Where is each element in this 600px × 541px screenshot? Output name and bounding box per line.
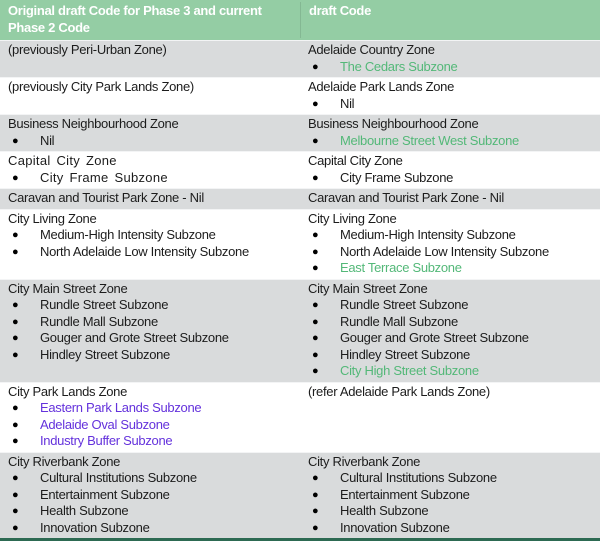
subzone-item bbox=[308, 363, 592, 380]
subzone-item bbox=[8, 503, 292, 520]
subzone-item bbox=[308, 314, 592, 331]
cell-left bbox=[0, 210, 300, 279]
subzone-item bbox=[308, 96, 592, 113]
subzone-list bbox=[308, 470, 592, 536]
subzone-item bbox=[8, 244, 292, 261]
header-col-original-draft-code: Original draft Code for Phase 3 and current Phase 2 Code bbox=[8, 3, 262, 35]
subzone-label: East Terrace Subzone bbox=[340, 260, 462, 275]
bullet-icon: ● bbox=[312, 365, 319, 377]
zone-title: Adelaide Country Zone bbox=[308, 42, 435, 57]
cell-right bbox=[300, 78, 600, 114]
zone-title: Adelaide Park Lands Zone bbox=[308, 79, 455, 94]
subzone-label: Health Subzone bbox=[340, 503, 429, 518]
subzone-item bbox=[308, 244, 592, 261]
table-row bbox=[0, 279, 600, 382]
cell-right bbox=[300, 152, 600, 188]
subzone-item bbox=[8, 487, 292, 504]
zone-title: Capital City Zone bbox=[308, 153, 403, 168]
zone-title: City Riverbank Zone bbox=[308, 453, 421, 469]
bullet-icon: ● bbox=[312, 521, 319, 534]
cell-left bbox=[0, 152, 300, 188]
cell-right bbox=[300, 453, 600, 539]
subzone-item bbox=[308, 133, 592, 150]
bullet-icon: ● bbox=[12, 315, 19, 328]
subzone-item bbox=[8, 417, 292, 434]
subzone-item bbox=[308, 470, 592, 487]
cell-right bbox=[300, 280, 600, 382]
cell-left bbox=[0, 383, 300, 452]
subzone-list bbox=[8, 470, 292, 536]
bullet-icon: ● bbox=[12, 348, 19, 361]
table-body bbox=[0, 40, 600, 538]
zone-title: Business Neighbourhood Zone bbox=[308, 116, 479, 131]
bullet-icon: ● bbox=[312, 315, 319, 328]
zone-title: Caravan and Tourist Park Zone - Nil bbox=[308, 190, 504, 205]
subzone-label: North Adelaide Low Intensity Subzone bbox=[40, 243, 249, 259]
subzone-item bbox=[308, 487, 592, 504]
subzone-item bbox=[308, 520, 592, 537]
subzone-item bbox=[8, 227, 292, 244]
zone-title: City Main Street Zone bbox=[308, 280, 428, 296]
subzone-label: Industry Buffer Subzone bbox=[40, 433, 173, 448]
bullet-icon: ● bbox=[312, 245, 319, 258]
bullet-icon: ● bbox=[312, 472, 319, 484]
subzone-item bbox=[8, 133, 292, 150]
subzone-item bbox=[8, 433, 292, 450]
subzone-label: Rundle Mall Subzone bbox=[340, 313, 458, 329]
subzone-list bbox=[308, 59, 592, 76]
cell-right bbox=[300, 189, 600, 209]
subzone-item bbox=[308, 170, 592, 187]
zone-title: (previously Peri-Urban Zone) bbox=[8, 42, 167, 57]
subzone-label: Cultural Institutions Subzone bbox=[340, 470, 497, 485]
bullet-icon: ● bbox=[312, 348, 319, 361]
zone-title: City Living Zone bbox=[8, 210, 97, 226]
bullet-icon: ● bbox=[312, 97, 319, 110]
zone-title: (previously City Park Lands Zone) bbox=[8, 79, 194, 94]
subzone-list bbox=[308, 170, 592, 187]
table-row bbox=[0, 40, 600, 77]
subzone-list bbox=[308, 227, 592, 277]
subzone-label: City High Street Subzone bbox=[340, 363, 479, 378]
bullet-icon: ● bbox=[312, 171, 319, 184]
subzone-item bbox=[308, 347, 592, 364]
subzone-label: Health Subzone bbox=[40, 503, 129, 518]
subzone-item bbox=[308, 59, 592, 76]
subzone-item bbox=[8, 297, 292, 314]
subzone-label: Eastern Park Lands Subzone bbox=[40, 400, 202, 415]
bullet-icon: ● bbox=[312, 262, 319, 274]
subzone-list bbox=[308, 96, 592, 113]
bullet-icon: ● bbox=[12, 521, 19, 534]
table-row bbox=[0, 188, 600, 209]
subzone-item bbox=[308, 297, 592, 314]
subzone-list bbox=[308, 297, 592, 380]
subzone-label: North Adelaide Low Intensity Subzone bbox=[340, 243, 549, 259]
zone-title: City Main Street Zone bbox=[8, 280, 128, 296]
zone-title: (refer Adelaide Park Lands Zone) bbox=[308, 383, 490, 399]
subzone-label: City Frame Subzone bbox=[40, 169, 168, 185]
cell-left bbox=[0, 78, 300, 114]
subzone-item bbox=[8, 520, 292, 537]
cell-right bbox=[300, 115, 600, 151]
subzone-list bbox=[8, 400, 292, 450]
subzone-item bbox=[8, 347, 292, 364]
cell-right bbox=[300, 41, 600, 77]
table-row bbox=[0, 114, 600, 151]
subzone-label: Adelaide Oval Subzone bbox=[40, 416, 170, 432]
subzone-label: Hindley Street Subzone bbox=[40, 346, 170, 362]
subzone-label: Cultural Institutions Subzone bbox=[40, 470, 197, 485]
bullet-icon: ● bbox=[12, 488, 19, 501]
table-row bbox=[0, 151, 600, 188]
zone-title: City Park Lands Zone bbox=[8, 383, 128, 399]
table-row bbox=[0, 77, 600, 114]
subzone-label: Nil bbox=[40, 132, 55, 148]
bullet-icon: ● bbox=[312, 299, 319, 311]
bullet-icon: ● bbox=[312, 505, 319, 517]
zone-title: Business Neighbourhood Zone bbox=[8, 116, 179, 131]
bullet-icon: ● bbox=[12, 134, 19, 147]
bullet-icon: ● bbox=[12, 245, 19, 258]
bullet-icon: ● bbox=[12, 435, 19, 447]
zone-title: City Riverbank Zone bbox=[8, 453, 121, 469]
bullet-icon: ● bbox=[12, 402, 19, 414]
zone-title: Capital City Zone bbox=[8, 153, 117, 168]
subzone-label: Innovation Subzone bbox=[40, 519, 150, 535]
subzone-label: Gouger and Grote Street Subzone bbox=[340, 330, 529, 345]
cell-left bbox=[0, 41, 300, 77]
bullet-icon: ● bbox=[12, 229, 19, 241]
subzone-label: Rundle Street Subzone bbox=[340, 297, 469, 312]
zone-title: Caravan and Tourist Park Zone - Nil bbox=[8, 190, 204, 205]
subzone-label: Entertainment Subzone bbox=[340, 486, 470, 502]
table-row bbox=[0, 382, 600, 452]
subzone-label: Medium-High Intensity Subzone bbox=[40, 227, 216, 242]
subzone-item bbox=[8, 170, 292, 187]
subzone-label: Gouger and Grote Street Subzone bbox=[40, 330, 229, 345]
subzone-item bbox=[8, 330, 292, 347]
header-col-draft-code: draft Code bbox=[300, 2, 600, 38]
bullet-icon: ● bbox=[312, 332, 319, 344]
subzone-item bbox=[8, 470, 292, 487]
subzone-item bbox=[308, 260, 592, 277]
subzone-label: Hindley Street Subzone bbox=[340, 346, 470, 362]
subzone-label: The Cedars Subzone bbox=[340, 58, 458, 74]
subzone-item bbox=[308, 503, 592, 520]
subzone-list bbox=[308, 133, 592, 150]
cell-left bbox=[0, 453, 300, 539]
subzone-label: Rundle Mall Subzone bbox=[40, 313, 158, 329]
zone-title: City Living Zone bbox=[308, 210, 397, 226]
cell-right bbox=[300, 383, 600, 452]
cell-right bbox=[300, 210, 600, 279]
bullet-icon: ● bbox=[12, 472, 19, 484]
bullet-icon: ● bbox=[12, 171, 19, 184]
cell-left bbox=[0, 280, 300, 382]
subzone-list bbox=[8, 170, 292, 187]
bullet-icon: ● bbox=[312, 134, 319, 147]
bullet-icon: ● bbox=[312, 229, 319, 241]
subzone-item bbox=[308, 330, 592, 347]
subzone-item bbox=[308, 227, 592, 244]
subzone-item bbox=[8, 400, 292, 417]
cell-left bbox=[0, 189, 300, 209]
subzone-item bbox=[8, 314, 292, 331]
table-row bbox=[0, 209, 600, 279]
cell-left bbox=[0, 115, 300, 151]
subzone-list bbox=[8, 227, 292, 260]
subzone-label: Innovation Subzone bbox=[340, 519, 450, 535]
subzone-label: Nil bbox=[340, 95, 355, 111]
subzone-label: Entertainment Subzone bbox=[40, 486, 170, 502]
subzone-label: Rundle Street Subzone bbox=[40, 297, 169, 312]
subzone-list bbox=[8, 133, 292, 150]
subzone-label: Melbourne Street West Subzone bbox=[340, 132, 519, 148]
bullet-icon: ● bbox=[312, 60, 319, 73]
bullet-icon: ● bbox=[12, 332, 19, 344]
table-header-row bbox=[0, 0, 600, 40]
subzone-label: City Frame Subzone bbox=[340, 169, 454, 185]
bullet-icon: ● bbox=[12, 418, 19, 431]
bullet-icon: ● bbox=[12, 299, 19, 311]
bullet-icon: ● bbox=[312, 488, 319, 501]
bullet-icon: ● bbox=[12, 505, 19, 517]
table-row bbox=[0, 452, 600, 539]
subzone-label: Medium-High Intensity Subzone bbox=[340, 227, 516, 242]
subzone-list bbox=[8, 297, 292, 363]
